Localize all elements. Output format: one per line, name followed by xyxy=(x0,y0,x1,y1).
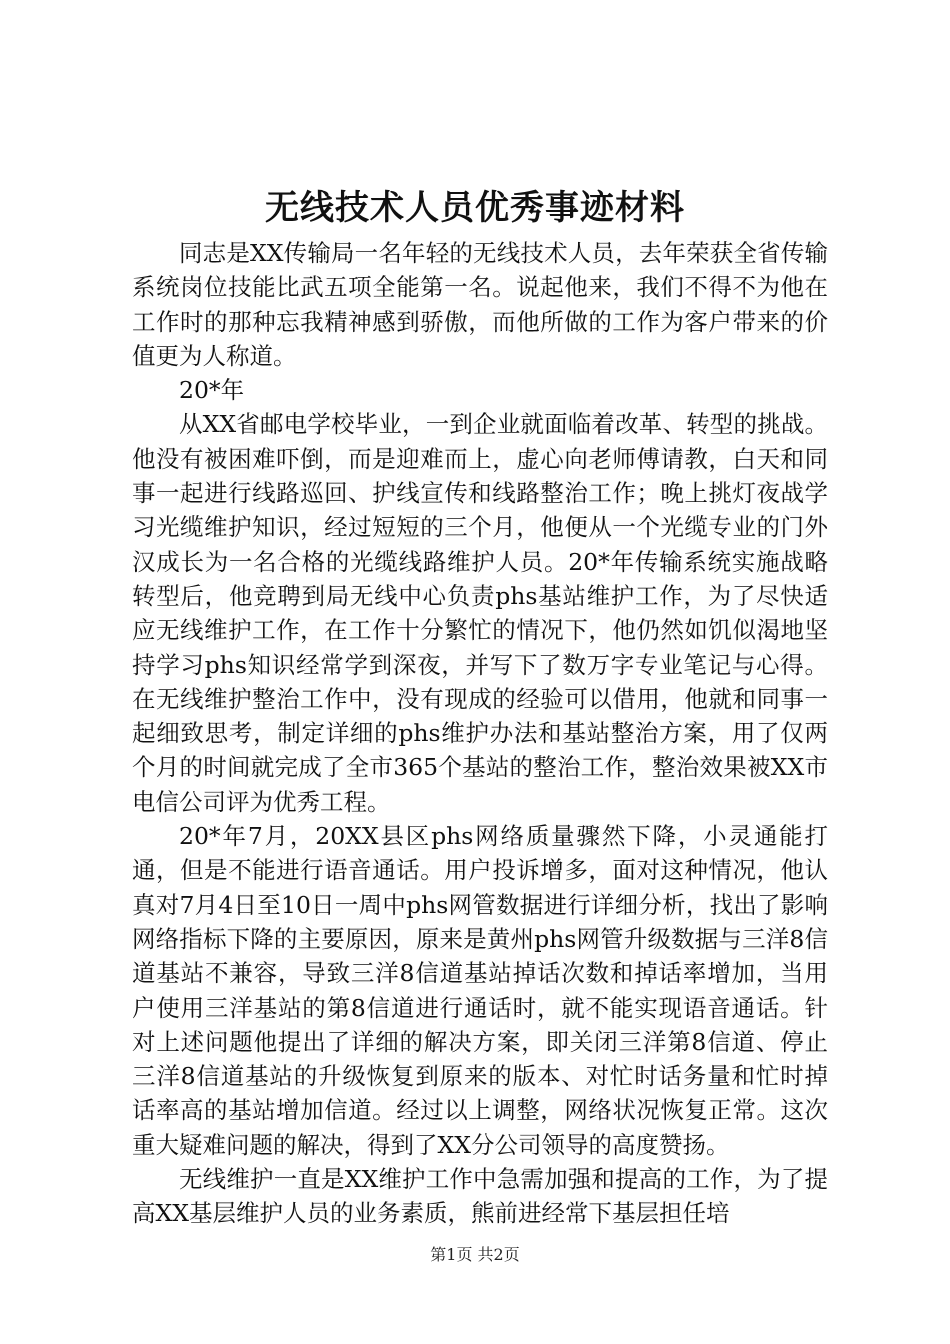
page-number-footer: 第1页 共2页 xyxy=(430,1245,520,1264)
paragraph-career: 从XX省邮电学校毕业，一到企业就面临着改革、转型的挑战。他没有被困难吓倒，而是迎难而上，虚心向老师傅请教，白天和同事一起进行线路巡回、护线宣传和线路整治工作；晚上挑灯夜战学习光缆维护知识，经过短短的三个月，他便从一个光缆专业的门外汉成长为一名合格的光缆线路维护人员。20*年传输系统实施战略转型后，他竞聘到局无线中心负责phs基站维护工作，为了尽快适应无线维护工作，在工作十分繁忙的情况下，他仍然如饥似渴地坚持学习phs知识经常学到深夜，并写下了数万字专业笔记与心得。在无线维护整治工作中，没有现成的经验可以借用，他就和同事一起细致思考，制定详细的phs维护办法和基站整治方案，用了仅两个月的时间就完成了全市365个基站的整治工作，整治效果被XX市电信公司评为优秀工程。 xyxy=(132,410,828,816)
document-title: 无线技术人员优秀事迹材料 xyxy=(265,188,685,228)
document-body xyxy=(132,236,828,1231)
paragraph-training: 无线维护一直是XX维护工作中急需加强和提高的工作，为了提高XX基层维护人员的业务素质，熊前进经常下基层担任培 xyxy=(132,1165,828,1228)
paragraph-intro: 同志是XX传输局一名年轻的无线技术人员，去年荣获全省传输系统岗位技能比武五项全能第一名。说起他来，我们不得不为他在工作时的那种忘我精神感到骄傲，而他所做的工作为客户带来的价值更为人称道。 xyxy=(132,239,828,370)
paragraph-network-issue: 20*年7月，20XX县区phs网络质量骤然下降，小灵通能打通，但是不能进行语音通话。用户投诉增多，面对这种情况，他认真对7月4日至10日一周中phs网管数据进行详细分析，找出了影响网络指标下降的主要原因，原来是黄州phs网管升级数据与三洋8信道基站不兼容，导致三洋8信道基站掉话次数和掉话率增加，当用户使用三洋基站的第8信道进行通话时，就不能实现语音通话。针对上述问题他提出了详细的解决方案，即关闭三洋第8信道、停止三洋8信道基站的升级恢复到原来的版本、对忙时话务量和忙时掉话率高的基站增加信道。经过以上调整，网络状况恢复正常。这次重大疑难问题的解决，得到了XX分公司领导的高度赞扬。 xyxy=(132,822,828,1159)
paragraph-year-heading: 20*年 xyxy=(179,376,245,405)
